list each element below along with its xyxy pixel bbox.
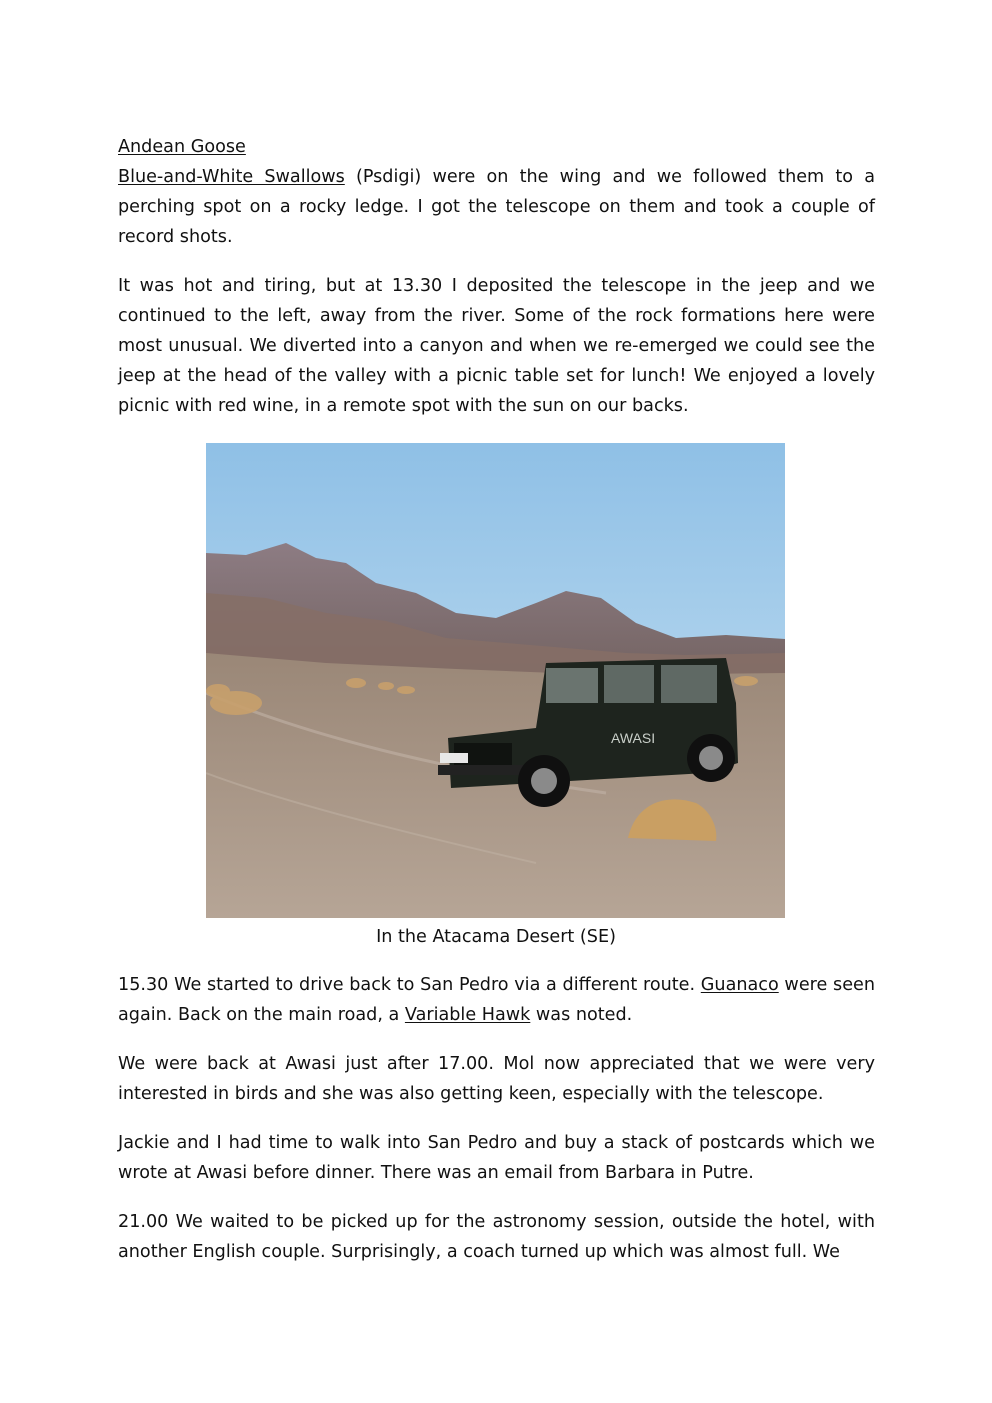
swallows-link: Blue-and-White Swallows	[118, 167, 345, 187]
photo-caption: In the Atacama Desert (SE)	[376, 927, 616, 947]
photo-illustration	[206, 443, 785, 918]
swallows-text: (Psdigi) were on the wing and we followed them to a perching spot on a rocky ledge. I got the telescope on them and took a couple of record shots.	[118, 167, 875, 247]
paragraph-awasi: We were back at Awasi just after 17.00. Mol now appreciated that we were very interested in birds and she was also getting keen, especially with the telescope.	[118, 1054, 875, 1104]
desert-jeep-photo	[206, 443, 785, 918]
paragraph-drive-back	[118, 970, 875, 1030]
paragraph-astronomy: 21.00 We waited to be picked up for the astronomy session, outside the hotel, with another English couple. Surprisingly, a coach turned up which was almost full. We	[118, 1212, 875, 1262]
paragraph-picnic: It was hot and tiring, but at 13.30 I deposited the telescope in the jeep and we continued to the left, away from the river. Some of the rock formations here were most unusual. We diverted into a canyon and when we re-emerged we could see the jeep at the head of the valley with a picnic table set for lunch! We enjoyed a lovely picnic with red wine, in a remote spot with the sun on our backs.	[118, 276, 875, 416]
guanaco-link: Guanaco	[700, 975, 779, 995]
jeep-logo: AWASI	[611, 730, 656, 746]
drive-back-text-a: 15.30 We started to drive back to San Pedro via a different route.	[118, 975, 701, 995]
andean-goose-heading: Andean Goose	[118, 137, 246, 157]
paragraph-swallows	[118, 162, 875, 252]
upper-text	[118, 132, 875, 421]
lower-text	[118, 970, 875, 1267]
section-heading	[118, 132, 875, 162]
drive-back-text-b: were seen again. Back on the main road, a	[118, 975, 875, 1025]
drive-back-text-c: was noted.	[530, 1005, 633, 1025]
paragraph-postcards: Jackie and I had time to walk into San Pedro and buy a stack of postcards which we wrote at Awasi before dinner. There was an email from Barbara in Putre.	[118, 1133, 875, 1183]
variable-hawk-link: Variable Hawk	[404, 1005, 531, 1025]
